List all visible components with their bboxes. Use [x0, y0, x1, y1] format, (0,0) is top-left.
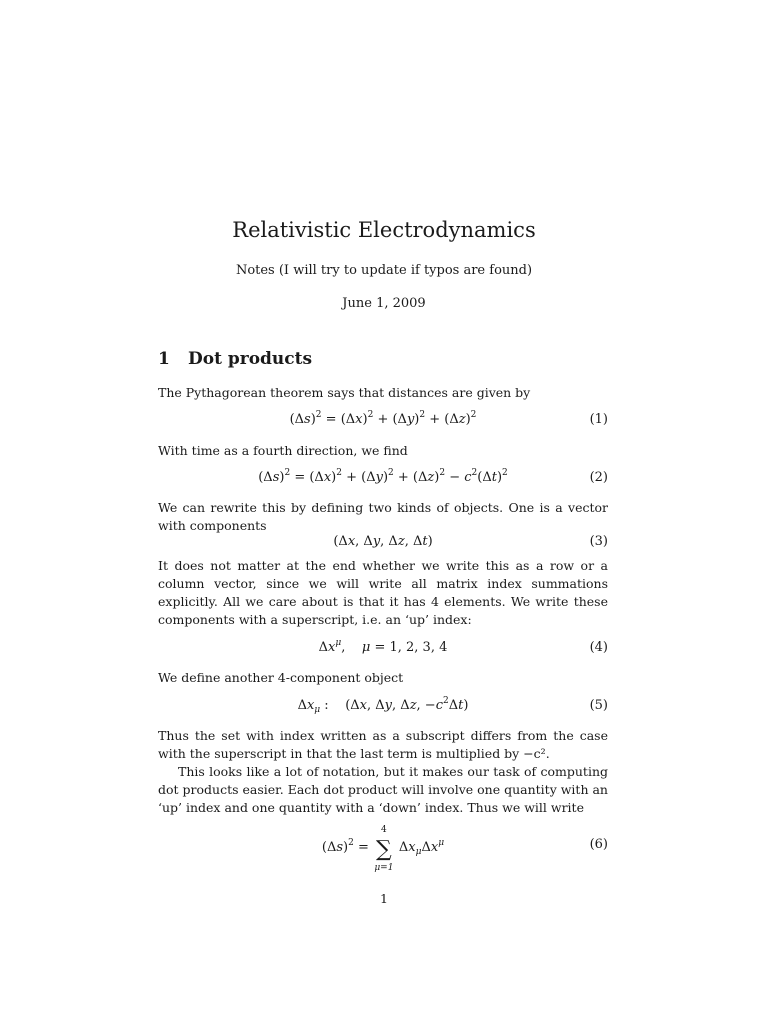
equation-6 — [158, 825, 608, 873]
equation-1-math: $(\Delta s)^2 = (\Delta x)^2 + (\Delta y)^2 + (\Delta z)^2$ — [289, 410, 477, 427]
equation-3-number: (3) — [589, 534, 608, 549]
section-heading — [158, 349, 312, 369]
section-title: Dot products — [188, 349, 313, 369]
document-date: June 1, 2009 — [342, 296, 426, 311]
paragraph-1: The Pythagorean theorem says that distances are given by — [158, 385, 531, 400]
equation-2-math: $(\Delta s)^2 = (\Delta x)^2 + (\Delta y)^2 + (\Delta z)^2 - c^2(\Delta t)^2$ — [258, 468, 508, 485]
equation-4-math: $\Delta x^\mu$, μ = 1, 2, 3, 4 — [318, 638, 448, 655]
summation-symbol: ∑ 4 μ=1 — [376, 837, 392, 862]
section-number: 1 — [158, 349, 170, 369]
paragraph-2: With time as a fourth direction, we find — [158, 443, 408, 458]
equation-1 — [158, 412, 608, 432]
paragraph-4: It does not matter at the end whether we write this as a row or a column vector, since we will write all matrix index summations explicitly. All we care about is that it has 4 elements. We write these components with a superscript, i.e. an ‘up’ index: — [158, 558, 608, 627]
equation-5 — [158, 698, 608, 718]
sum-lower-limit: μ=1 — [374, 863, 394, 873]
equation-5-math: $\Delta x_\mu$ : (Δx, Δy, Δz, $-c^2\Delta t$) — [297, 696, 469, 715]
paragraph-7: This looks like a lot of notation, but it makes our task of computing dot products easier. Each dot product will involve one quantity with an ‘up’ index and one quantity with a ‘down’ index. Thus we will write — [158, 764, 608, 815]
paragraph-6: Thus the set with index written as a subscript differs from the case with the superscript in that the last term is multiplied by −c². — [158, 728, 608, 761]
equation-3 — [158, 534, 608, 554]
equation-5-number: (5) — [589, 698, 608, 713]
paragraph-3: We can rewrite this by defining two kinds of objects. One is a vector with components — [158, 500, 608, 533]
equation-2 — [158, 470, 608, 490]
equation-2-number: (2) — [589, 470, 608, 485]
document-title: Relativistic Electrodynamics — [232, 218, 536, 242]
document-subtitle: Notes (I will try to update if typos are found) — [235, 263, 533, 278]
sum-upper-limit: 4 — [381, 825, 387, 835]
equation-3-math: (Δx, Δy, Δz, Δt) — [333, 534, 433, 549]
page-number: 1 — [380, 891, 388, 906]
equation-6-number: (6) — [589, 837, 608, 852]
equation-4-number: (4) — [589, 640, 608, 655]
equation-6-math: $(\Delta s)^2$ = ∑ 4 μ=1 $\Delta x_\mu\Delta x^\mu$ — [321, 825, 445, 873]
paragraph-5: We define another 4-component object — [158, 670, 404, 685]
equation-1-number: (1) — [589, 412, 608, 427]
equation-4 — [158, 640, 608, 660]
